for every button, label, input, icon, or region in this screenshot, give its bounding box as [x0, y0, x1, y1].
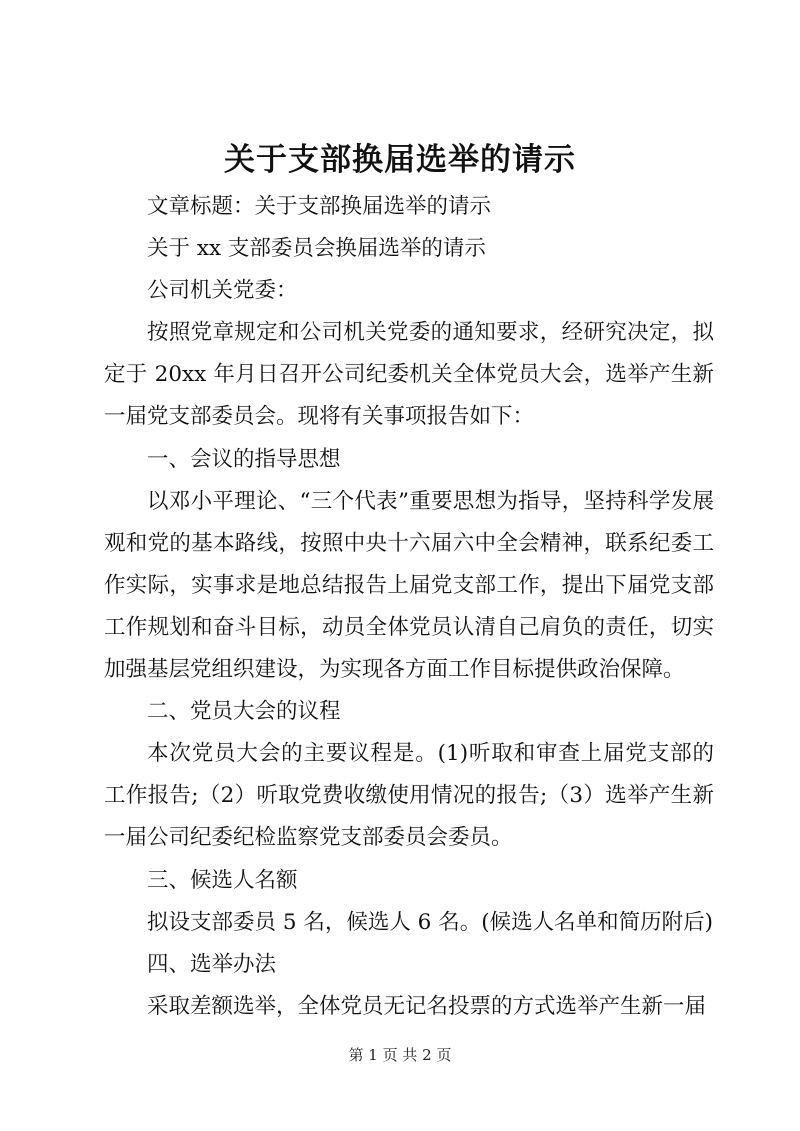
section-heading-guiding-thought: 一、会议的指导思想	[147, 446, 341, 472]
guiding-thought-paragraph: 以邓小平理论、“三个代表”重要思想为指导，坚持科学发展观和党的基本路线，按照中央十六届六中全会精神，联系纪委工作实际，实事求是地总结报告上届党支部工作，提出下届党支部工作规划和奋斗目标，动员全体党员认清自己肩负的责任，切实加强基层党组织建设，为实现各方面工作目标提供政治保障。	[104, 488, 714, 683]
section-heading-election-method: 四、选举办法	[147, 951, 277, 977]
document-title: 关于支部换届选举的请示	[224, 142, 576, 178]
article-title-line: 文章标题：关于支部换届选举的请示	[147, 194, 492, 219]
request-heading: 关于 xx 支部委员会换届选举的请示	[147, 236, 486, 262]
agenda-paragraph: 本次党员大会的主要议程是。(1)听取和审查上届党支部的工作报告;（2）听取党费收缴使用情况的报告;（3）选举产生新一届公司纪委纪检监察党支部委员会委员。	[104, 741, 714, 851]
section-heading-candidates: 三、候选人名额	[147, 867, 298, 893]
intro-paragraph: 按照党章规定和公司机关党委的通知要求，经研究决定，拟定于 20xx 年月日召开公司纪委机关全体党员大会，选举产生新一届党支部委员会。现将有关事项报告如下：	[104, 320, 714, 430]
document-body	[104, 186, 714, 1028]
salutation: 公司机关党委：	[147, 278, 298, 304]
page-indicator: 第 1 页 共 2 页	[348, 1046, 452, 1064]
candidates-paragraph: 拟设支部委员 5 名，候选人 6 名。(候选人名单和简历附后)	[147, 909, 713, 935]
section-heading-agenda: 二、党员大会的议程	[147, 699, 341, 725]
election-method-paragraph: 采取差额选举，全体党员无记名投票的方式选举产生新一届	[147, 993, 707, 1019]
